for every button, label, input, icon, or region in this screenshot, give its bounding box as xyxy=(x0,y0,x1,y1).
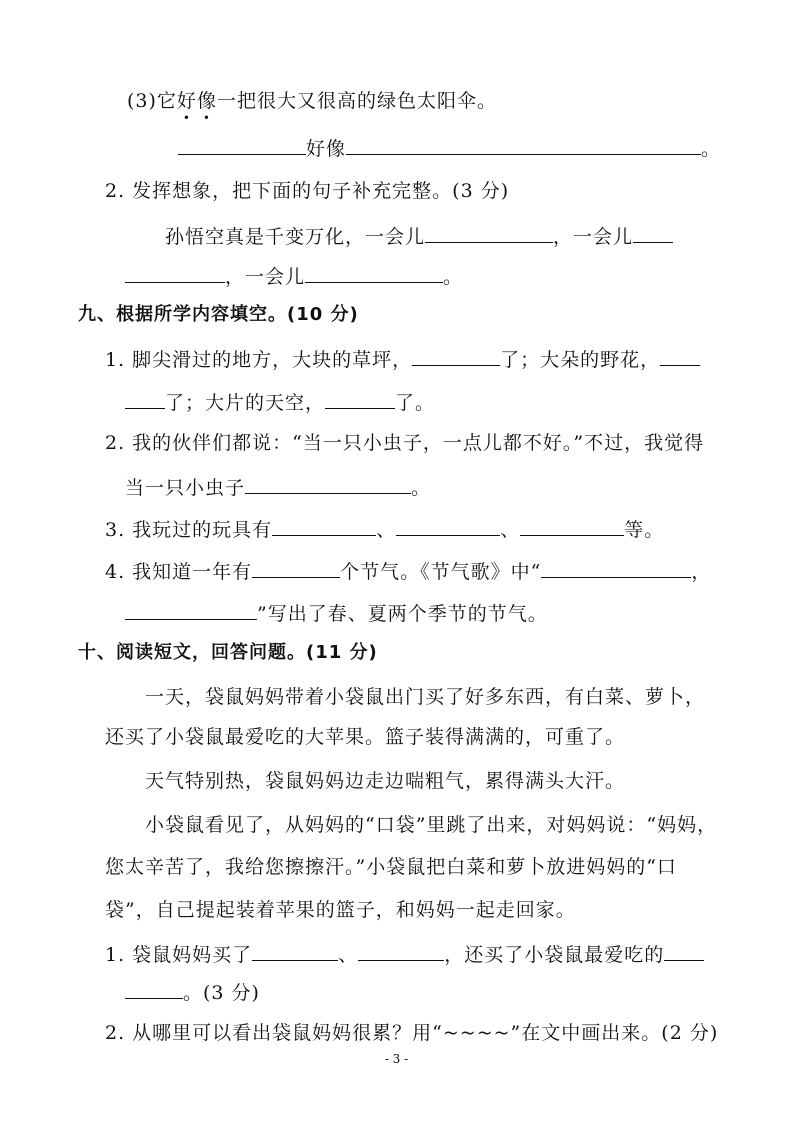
sentence-3 xyxy=(127,88,497,114)
answer-blank[interactable] xyxy=(520,515,624,536)
answer-blank[interactable] xyxy=(346,134,701,155)
text: 了；大片的天空， xyxy=(165,392,326,414)
text: 了。 xyxy=(395,392,436,414)
fill-word: 好像 xyxy=(306,138,347,160)
s3-suffix: 一把很大又很高的绿色太阳伞。 xyxy=(216,90,497,112)
q9-item-4-line2 xyxy=(125,599,548,627)
question-8-2-line2 xyxy=(125,262,463,290)
answer-blank[interactable] xyxy=(125,388,165,409)
text: 。 xyxy=(443,266,464,288)
text: ，一会儿 xyxy=(225,266,306,288)
q9-item-1-line2 xyxy=(125,388,435,416)
question-8-2: 2. 发挥想象，把下面的句子补充完整。(3 分) xyxy=(105,180,510,202)
answer-blank[interactable] xyxy=(412,345,500,366)
answer-blank[interactable] xyxy=(125,978,183,999)
passage-line: 天气特别热，袋鼠妈妈边走边喘粗气，累得满头大汗。 xyxy=(145,770,626,792)
answer-blank[interactable] xyxy=(660,345,700,366)
text: 4. 我知道一年有 xyxy=(105,561,253,583)
text: 1. 袋鼠妈妈买了 xyxy=(105,944,253,966)
text: ，一会儿 xyxy=(553,226,634,248)
passage-line: 还买了小袋鼠最爱吃的大苹果。篮子装得满满的，可重了。 xyxy=(105,726,626,748)
passage-line: 您太辛苦了，我给您擦擦汗。”小袋鼠把白菜和萝卜放进妈妈的“口 xyxy=(105,856,677,878)
text: 。 xyxy=(411,477,432,499)
text: 。(3 分) xyxy=(183,982,260,1004)
answer-blank[interactable] xyxy=(245,473,411,494)
answer-blank[interactable] xyxy=(252,557,340,578)
answer-blank[interactable] xyxy=(272,515,376,536)
question-8-2-line1 xyxy=(165,222,673,250)
q10-question-1-line1 xyxy=(105,940,704,968)
answer-blank[interactable] xyxy=(664,940,704,961)
q9-item-4-line1 xyxy=(105,557,711,585)
answer-blank[interactable] xyxy=(305,262,443,283)
answer-blank[interactable] xyxy=(125,599,257,620)
q9-item-1-line1 xyxy=(105,345,700,373)
answer-blank[interactable] xyxy=(425,222,553,243)
s3-prefix: (3)它 xyxy=(127,90,177,112)
text: ， xyxy=(691,561,712,583)
text: 、 xyxy=(376,519,397,541)
section-9-title: 九、根据所学内容填空。(10 分) xyxy=(78,304,359,325)
emphasis-char: 好 xyxy=(176,90,197,112)
text: 了；大朵的野花， xyxy=(500,349,661,371)
text: ，还买了小袋鼠最爱吃的 xyxy=(444,944,665,966)
q10-question-1-line2 xyxy=(125,978,260,1006)
text: ”写出了春、夏两个季节的节气。 xyxy=(257,603,548,625)
page-number: - 3 - xyxy=(384,1052,409,1066)
emphasis-char: 像 xyxy=(196,90,217,112)
text: 个节气。《节气歌》中“ xyxy=(340,561,542,583)
answer-blank[interactable] xyxy=(541,557,691,578)
text: 、 xyxy=(500,519,521,541)
q9-item-3 xyxy=(105,515,664,543)
text: 等。 xyxy=(624,519,665,541)
answer-blank[interactable] xyxy=(396,515,500,536)
sentence-3-fill xyxy=(178,134,721,162)
passage-line: 一天，袋鼠妈妈带着小袋鼠出门买了好多东西，有白菜、萝卜， xyxy=(145,686,706,708)
answer-blank[interactable] xyxy=(252,940,338,961)
section-10-title: 十、阅读短文，回答问题。(11 分) xyxy=(78,642,378,663)
text: 1. 脚尖滑过的地方，大块的草坪， xyxy=(105,349,413,371)
text: 3. 我玩过的玩具有 xyxy=(105,519,273,541)
answer-blank[interactable] xyxy=(358,940,444,961)
q9-item-2-line1: 2. 我的伙伴们都说：“当一只小虫子，一点儿都不好。”不过，我觉得 xyxy=(105,432,705,454)
answer-blank[interactable] xyxy=(125,262,225,283)
answer-blank[interactable] xyxy=(178,134,306,155)
passage-line: 小袋鼠看见了，从妈妈的“口袋”里跳了出来，对妈妈说：“妈妈， xyxy=(145,814,718,836)
text: 当一只小虫子 xyxy=(125,477,246,499)
text: 、 xyxy=(338,944,359,966)
fill-end: 。 xyxy=(701,138,722,160)
text: 孙悟空真是千变万化，一会儿 xyxy=(165,226,426,248)
q9-item-2-line2 xyxy=(125,473,431,501)
passage-line: 袋”，自己提起装着苹果的篮子，和妈妈一起走回家。 xyxy=(105,899,576,921)
q10-question-2: 2. 从哪里可以看出袋鼠妈妈很累？用“~~~~”在文中画出来。(2 分) xyxy=(105,1022,719,1044)
answer-blank[interactable] xyxy=(633,222,673,243)
answer-blank[interactable] xyxy=(325,388,395,409)
